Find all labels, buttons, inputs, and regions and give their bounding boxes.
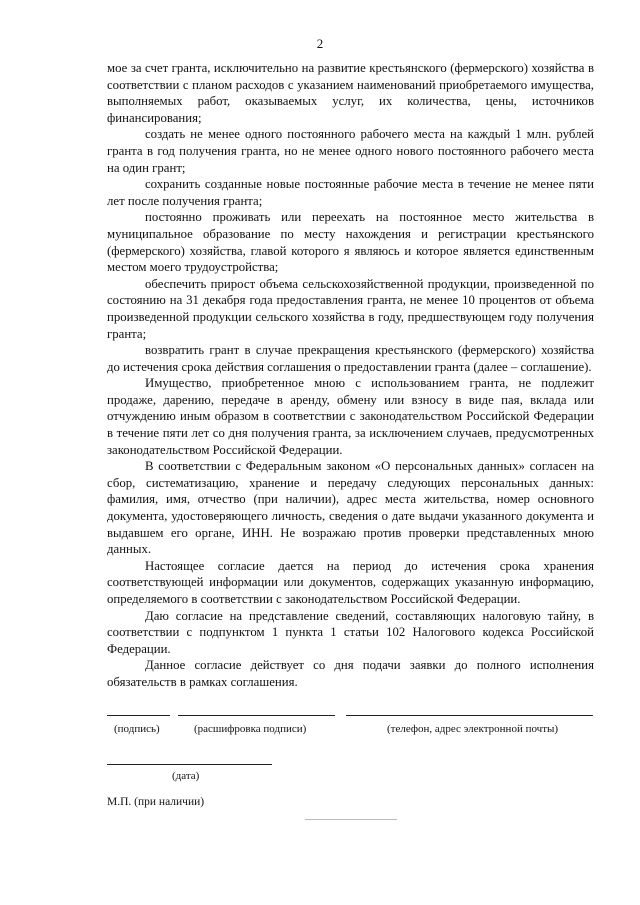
footer-rule: [305, 819, 397, 820]
paragraph-3: сохранить созданные новые постоянные рабочие места в течение не менее пяти лет после получения гранта;: [107, 177, 594, 208]
date-line: [107, 764, 272, 765]
paragraph-6: возвратить грант в случае прекращения крестьянского (фермерского) хозяйства до истечения срока действия соглашения о предоставлении гранта (далее – соглашение).: [107, 343, 594, 374]
signature-line: [107, 715, 170, 716]
signature-caption: (подпись): [114, 723, 160, 735]
document-body: [107, 60, 594, 691]
paragraph-9: Настоящее согласие дается на период до истечения срока хранения соответствующей информации или документов, содержащих указанную информацию, определяемого в соответствии с законодательством Российской Федерации.: [107, 558, 594, 606]
date-caption: (дата): [172, 770, 200, 782]
paragraph-1: мое за счет гранта, исключительно на развитие крестьянского (фермерского) хозяйства в соответствии с планом расходов с указанием наименований приобретаемого имущества, выполняемых работ, оказываемых услуг, их количества, цены, источников финансирования;: [107, 61, 594, 125]
paragraph-5: обеспечить прирост объема сельскохозяйственной продукции, произведенной по состоянию на 31 декабря года предоставления гранта, не менее 10 процентов от объема произведенной продукции сельского хозяйства в году, предшествующем году получения гранта;: [107, 276, 594, 341]
paragraph-4: постоянно проживать или переехать на постоянное место жительства в муниципальное образование по месту нахождения и регистрации крестьянского (фермерского) хозяйства, главой которого я являюсь и которое является единственным местом моего трудоустройства;: [107, 210, 594, 275]
contacts-line: [346, 715, 593, 716]
stamp-note: М.П. (при наличии): [107, 796, 205, 808]
paragraph-11: Данное согласие действует со дня подачи заявки до полного исполнения обязательств в рамках соглашения.: [107, 658, 594, 689]
decoding-caption: (расшифровка подписи): [194, 723, 307, 735]
signature-decoding-line: [178, 715, 335, 716]
contacts-caption: (телефон, адрес электронной почты): [387, 723, 559, 735]
paragraph-8: В соответствии с Федеральным законом «О персональных данных» согласен на сбор, систематизацию, хранение и передачу следующих персональных данных: фамилия, имя, отчество (при наличии), адрес места жительства, номер основного документа, удостоверяющего личность, сведения о дате выдачи указанного документа и выдавшем его органе, ИНН. Не возражаю против проверки представленных мною данных.: [107, 459, 594, 557]
paragraph-2: создать не менее одного постоянного рабочего места на каждый 1 млн. рублей гранта в год получения гранта, но не менее одного нового постоянного рабочего места на один грант;: [107, 127, 594, 175]
page-number: 2: [316, 36, 324, 51]
paragraph-7: Имущество, приобретенное мною с использованием гранта, не подлежит продаже, дарению, передаче в аренду, обмену или взносу в виде пая, вклада или отчуждению иным образом в соответствии с законодательством Российской Федерации в течение пяти лет со дня получения гранта, за исключением случаев, предусмотренных законодательством Российской Федерации.: [107, 376, 594, 457]
paragraph-10: Даю согласие на представление сведений, составляющих налоговую тайну, в соответствии с подпунктом 1 пункта 1 статьи 102 Налогового кодекса Российской Федерации.: [107, 608, 594, 656]
